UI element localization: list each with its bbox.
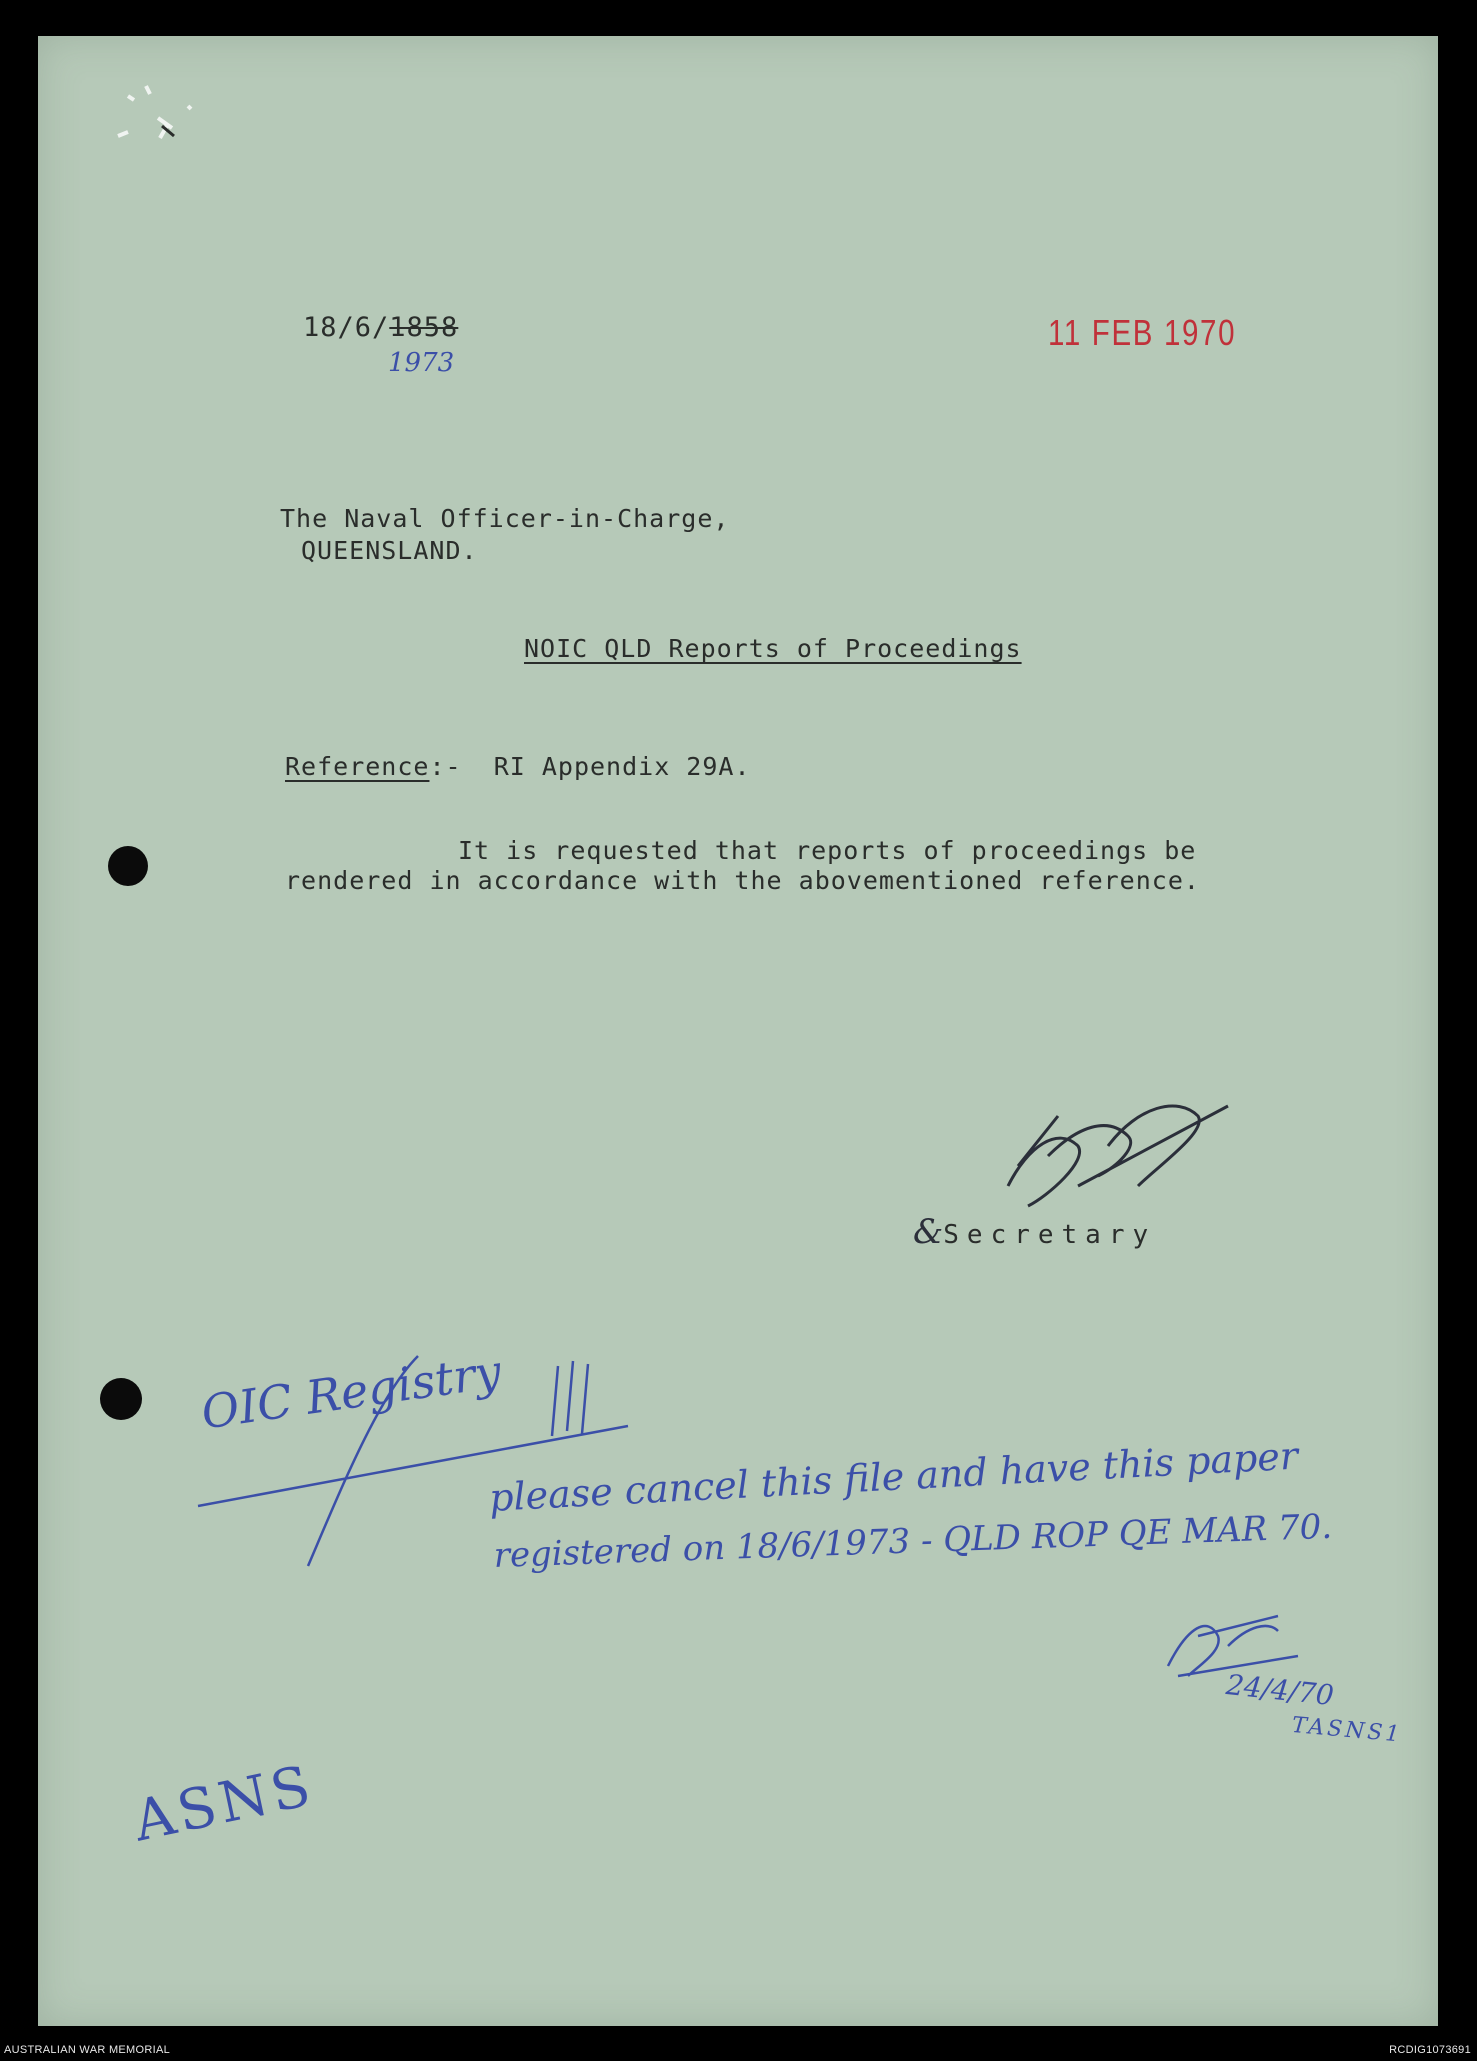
subject-heading: NOIC QLD Reports of Proceedings [524,634,1022,663]
file-reference-struck: 1858 [389,312,459,343]
staple-mark [88,66,208,176]
document-page [38,36,1438,2026]
addressee-line-1: The Naval Officer-in-Charge, [280,504,730,533]
file-reference [303,312,458,343]
punch-hole-upper [108,846,148,886]
reference-suffix: :- [429,752,462,781]
margin-note: ASNS [128,1753,320,1855]
signoff-line [913,1212,1156,1252]
secretary-signature [988,1086,1238,1226]
signoff-prefix: & [913,1212,944,1252]
signoff-title: Secretary [943,1220,1157,1250]
registry-note: OIC Registry [198,1343,505,1440]
reference-line [285,752,751,781]
date-stamp: 11 FEB 1970 [1048,312,1237,353]
reference-text: RI Appendix 29A. [493,752,751,781]
note-signer: TASNS1 [1290,1713,1404,1748]
body-line-2: rendered in accordance with the abovementioned reference. [285,866,1200,895]
file-reference-prefix: 18/6/ [303,312,390,343]
cancel-note-line-1: please cancel this file and have this paper [488,1433,1299,1520]
addressee-line-2: QUEENSLAND. [301,536,478,565]
footer-right: RCDIG1073691 [1389,2044,1471,2056]
footer-left: AUSTRALIAN WAR MEMORIAL [4,2044,171,2056]
body-line-1: It is requested that reports of proceedings be [458,836,1197,865]
note-date: 24/4/70 [1224,1668,1336,1713]
file-reference-handwritten: 1973 [388,348,455,378]
punch-hole-lower [100,1378,142,1420]
reference-label: Reference [285,752,430,781]
cancel-note-line-2: registered on 18/6/1973 - QLD ROP QE MAR 70. [493,1506,1333,1576]
